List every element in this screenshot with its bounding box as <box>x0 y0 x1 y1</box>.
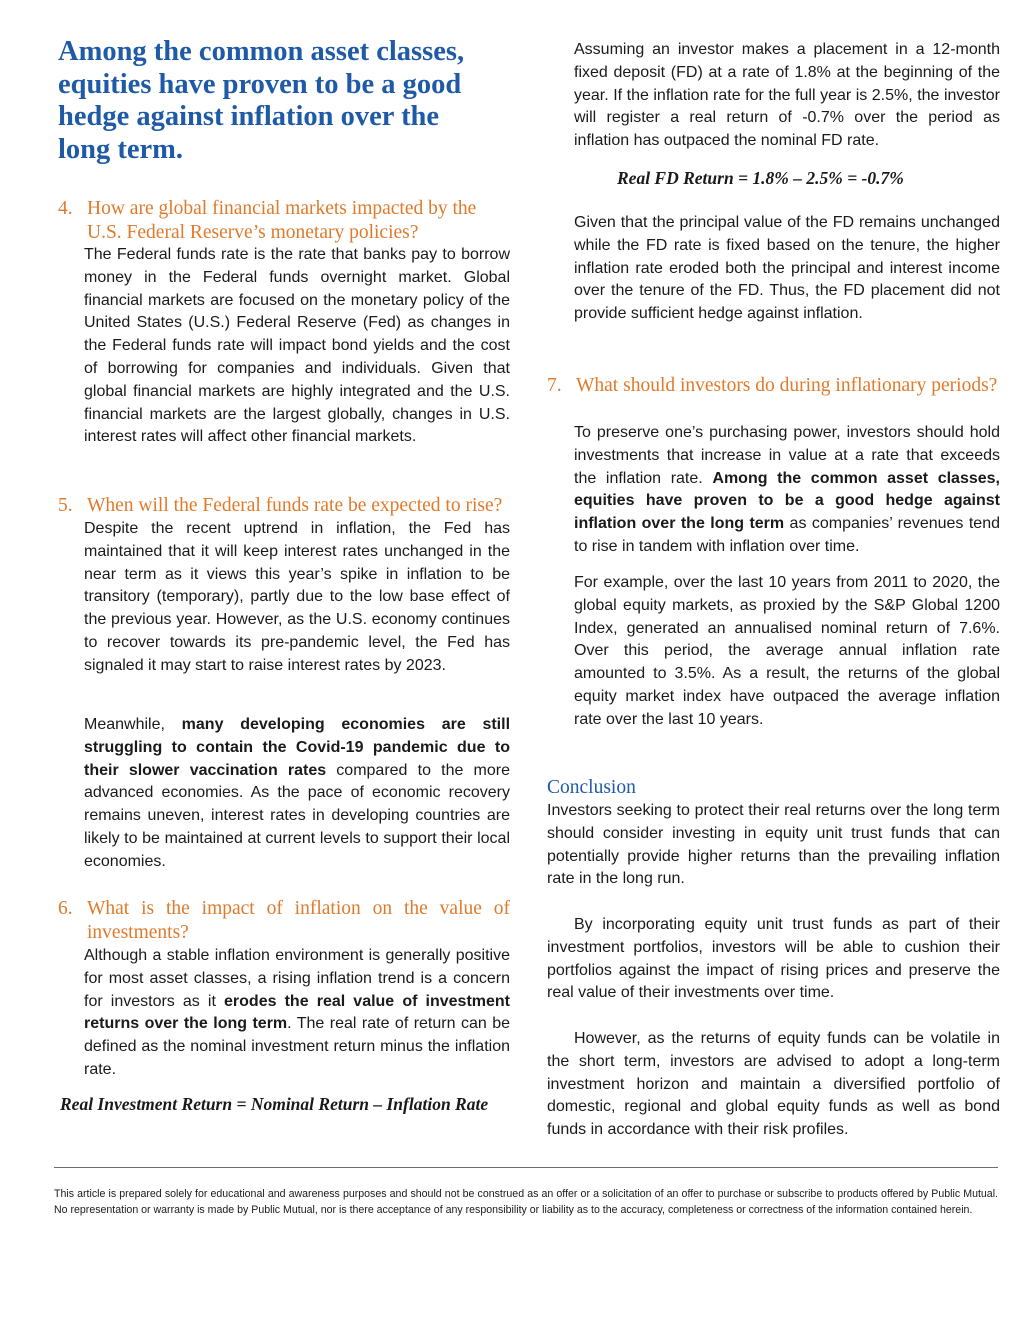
section-6-body-rest: . The real rate of return can be defined as the nominal investment return minus the inflation rate. <box>84 1015 510 1078</box>
conclusion-paragraph-1: Investors seeking to protect their real returns over the long term should consider investing in equity unit trust funds that can potentially provide higher returns than the prevailing inflation rate in the long run. <box>547 802 1000 888</box>
section-6-body-lead: Although a stable inflation environment is generally positive for most asset classes, a rising inflation trend is a concern for investors as it <box>84 947 510 1010</box>
section-5-body: Despite the recent uptrend in inflation, the Fed has maintained that it will keep interest rates unchanged in the near term as it views this year’s spike in inflation to be transitory (temporary), partly due to the low base effect of the previous year. However, as the U.S. economy continues to recover towards its pre-pandemic level, the Fed has signaled it may start to raise interest rates by 2023. <box>84 520 510 674</box>
real-fd-return-formula: Real FD Return = 1.8% – 2.5% = -0.7% <box>617 168 904 188</box>
section-4-body: The Federal funds rate is the rate that banks pay to borrow money in the Federal funds overnight market. Global financial markets are focused on the monetary policy of the United States (U.S.) Federal Reserve (Fed) as changes in the Federal funds rate will impact bond yields and the cost of borrowing for companies and individuals. Given that global financial markets are highly integrated and the U.S. financial markets are the largest globally, changes in U.S. interest rates will affect other financial markets. <box>84 246 510 446</box>
section-6-body <box>84 945 510 1082</box>
section-5-p2-lead: Meanwhile, <box>84 716 182 733</box>
conclusion-paragraph-3: However, as the returns of equity funds can be volatile in the short term, investors are advised to adopt a long-term investment horizon and maintain a diversified portfolio of domestic, regional and global equity funds as well as bond funds in accordance with their risk profiles. <box>547 1030 1000 1139</box>
section-6-title: What is the impact of inflation on the value of investments? <box>87 898 510 943</box>
section-5-title: When will the Federal funds rate be expected to rise? <box>87 495 503 516</box>
section-5-p2-bold: many developing economies are still struggling to contain the Covid-19 pandemic due to their slower vaccination rates <box>84 716 511 779</box>
section-5-number: 5. <box>58 495 73 516</box>
section-7-number: 7. <box>547 375 562 396</box>
section-4-heading <box>58 197 510 245</box>
fd-example-paragraph-2: Given that the principal value of the FD remains unchanged while the FD rate is fixed based on the tenure, the higher inflation rate eroded both the principal and interest income over the tenure of the FD. Thus, the FD placement did not provide sufficient hedge against inflation. <box>574 214 1000 323</box>
section-7-body-rest: as companies’ revenues tend to rise in tandem with inflation over time. <box>574 515 1000 555</box>
conclusion-heading: Conclusion <box>547 777 636 798</box>
section-4-number: 4. <box>58 198 73 219</box>
section-6-number: 6. <box>58 898 73 919</box>
section-7-body-lead: To preserve one’s purchasing power, investors should hold investments that increase in value at a rate that exceeds the inflation rate. <box>574 424 1000 487</box>
real-investment-return-formula: Real Investment Return = Nominal Return – Inflation Rate <box>60 1094 489 1114</box>
section-7-body <box>574 422 1000 559</box>
section-6-heading <box>58 897 510 945</box>
section-7-body-bold: Among the common asset classes, equities have proven to be a good hedge against inflation over the long term <box>574 469 1000 533</box>
section-6-body-bold: erodes the real value of investment returns over the long term <box>84 992 510 1033</box>
section-4-title: How are global financial markets impacted by the U.S. Federal Reserve’s monetary policies? <box>87 198 477 243</box>
pull-quote: Among the common asset classes, equities have proven to be a good hedge against inflation over the long term. <box>58 36 465 165</box>
footer-divider <box>54 1167 998 1168</box>
section-7-heading <box>547 374 1000 398</box>
section-5-p2-rest: compared to the more advanced economies. As the pace of economic recovery remains uneven, interest rates in developing countries are likely to be maintained at current levels to support their local economies. <box>84 761 510 870</box>
section-5-heading <box>58 494 528 518</box>
disclaimer: This article is prepared solely for educational and awareness purposes and should not be construed as an offer or a solicitation of an offer to purchase or subscribe to products offered by Public Mutual. No representation or warranty is made by Public Mutual, nor is there acceptance of any responsibility or liability as to the accuracy, completeness or correctness of the information contained herein. <box>54 1188 998 1216</box>
fd-example-paragraph-1: Assuming an investor makes a placement in a 12-month fixed deposit (FD) at a rate of 1.8% at the beginning of the year. If the inflation rate for the full year is 2.5%, the investor will register a real return of -0.7% over the period as inflation has outpaced the nominal FD rate. <box>574 41 1000 150</box>
section-7-title: What should investors do during inflationary periods? <box>576 375 998 396</box>
section-7-paragraph-2: For example, over the last 10 years from 2011 to 2020, the global equity markets, as proxied by the S&P Global 1200 Index, generated an annualised nominal return of 7.6%. Over this period, the average annual inflation rate amounted to 3.5%. As a result, the returns of the global equity market index have outpaced the average inflation rate over the last 10 years. <box>574 574 1000 728</box>
conclusion-paragraph-2: By incorporating equity unit trust funds as part of their investment portfolios, investors will be able to cushion their portfolios against the impact of rising prices and preserve the real value of their investments over time. <box>547 916 1000 1002</box>
section-5-paragraph-2 <box>84 714 510 874</box>
